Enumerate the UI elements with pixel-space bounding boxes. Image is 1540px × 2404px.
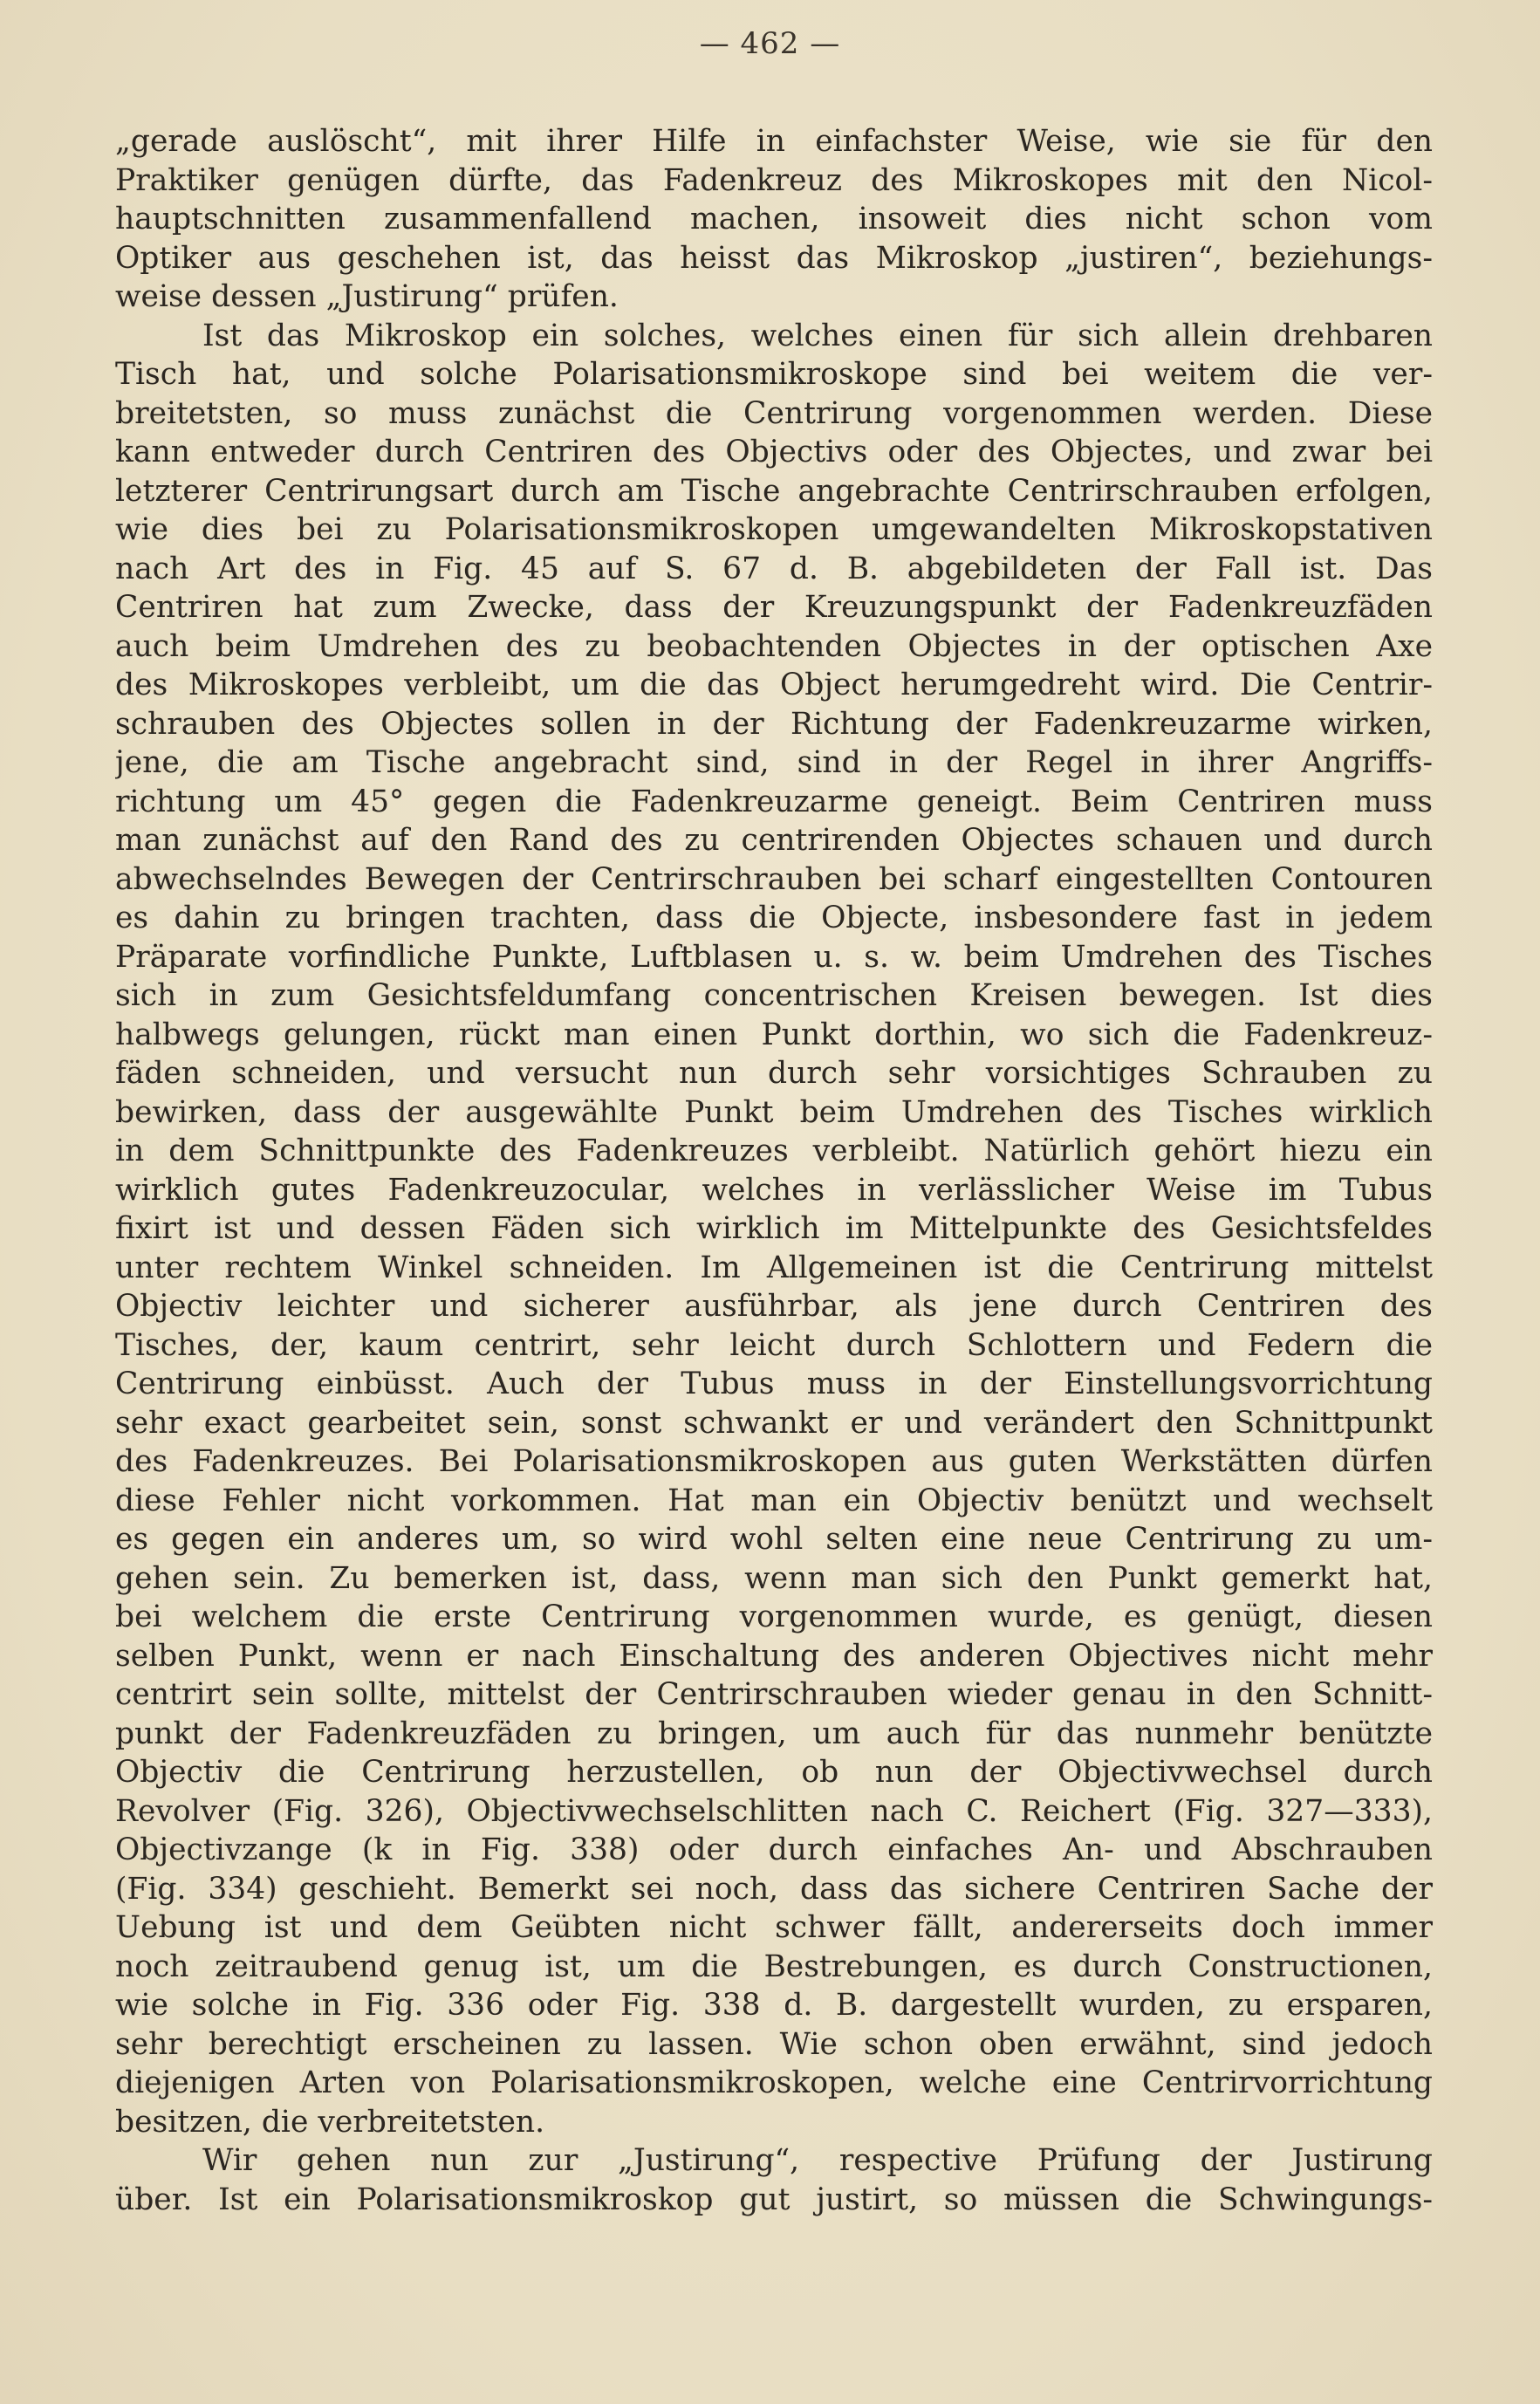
text-line: selben Punkt, wenn er nach Einschaltung des anderen Objectives nicht mehr	[115, 1638, 1433, 1674]
text-line: in dem Schnittpunkte des Fadenkreuzes verbleibt. Natürlich gehört hiezu ein	[115, 1134, 1433, 1168]
text-line: auch beim Umdrehen des zu beobachtenden Objectes in der optischen Axe	[115, 628, 1433, 664]
text-line: sehr exact gearbeitet sein, sonst schwankt er und verändert den Schnittpunkt	[115, 1405, 1433, 1441]
text-line: Präparate vorfindliche Punkte, Luftblasen u. s. w. beim Umdrehen des Tisches	[115, 939, 1433, 975]
text-line: über. Ist ein Polarisationsmikroskop gut justirt, so müssen die Schwingungs-	[115, 2181, 1433, 2217]
text-line: wie dies bei zu Polarisationsmikroskopen umgewandelten Mikroskopstativen	[115, 512, 1433, 547]
text-line: schrauben des Objectes sollen in der Richtung der Fadenkreuzarme wirken,	[115, 706, 1433, 742]
text-line: des Mikroskopes verbleibt, um die das Object herumgedreht wird. Die Centrir-	[115, 668, 1433, 702]
text-line: unter rechtem Winkel schneiden. Im Allgemeinen ist die Centrirung mittelst	[115, 1250, 1433, 1285]
text-line: diese Fehler nicht vorkommen. Hat man ein Objectiv benützt und wechselt	[115, 1483, 1433, 1518]
text-line: Praktiker genügen dürfte, das Fadenkreuz des Mikroskopes mit den Nicol-	[115, 162, 1433, 198]
text-line: halbwegs gelungen, rückt man einen Punkt dorthin, wo sich die Fadenkreuz-	[115, 1017, 1433, 1052]
text-line: Ist das Mikroskop ein solches, welches einen für sich allein drehbaren	[202, 318, 1433, 353]
text-line: hauptschnitten zusammenfallend machen, insoweit dies nicht schon vom	[115, 202, 1433, 236]
text-line: fixirt ist und dessen Fäden sich wirklich im Mittelpunkte des Gesichtsfeldes	[115, 1211, 1433, 1246]
text-line: noch zeitraubend genug ist, um die Bestrebungen, es durch Constructionen,	[115, 1949, 1433, 1984]
text-line: Centrirung einbüsst. Auch der Tubus muss in der Einstellungsvorrichtung	[115, 1366, 1433, 1401]
text-line: sehr berechtigt erscheinen zu lassen. Wie schon oben erwähnt, sind jedoch	[115, 2026, 1433, 2062]
text-line: diejenigen Arten von Polarisationsmikroskopen, welche eine Centrirvorrichtung	[115, 2065, 1433, 2100]
text-line: bewirken, dass der ausgewählte Punkt beim Umdrehen des Tisches wirklich	[115, 1094, 1433, 1130]
text-line: jene, die am Tische angebracht sind, sind in der Regel in ihrer Angriffs-	[115, 745, 1433, 780]
text-line: Objectiv leichter und sicherer ausführbar, als jene durch Centriren des	[115, 1289, 1433, 1324]
text-line: kann entweder durch Centriren des Objectivs oder des Objectes, und zwar bei	[115, 435, 1433, 469]
text-line: letzterer Centrirungsart durch am Tische angebrachte Centrirschrauben erfolgen,	[115, 473, 1433, 509]
text-line: weise dessen „Justirung“ prüfen.	[115, 279, 619, 314]
page-number: — 462 —	[699, 26, 841, 61]
text-line: Tisch hat, und solche Polarisationsmikroskope sind bei weitem die ver-	[115, 357, 1433, 392]
text-line: „gerade auslöscht“, mit ihrer Hilfe in einfachster Weise, wie sie für den	[115, 124, 1433, 159]
body-text	[115, 122, 1433, 2219]
text-line: besitzen, die verbreitetsten.	[115, 2104, 545, 2140]
text-line: des Fadenkreuzes. Bei Polarisationsmikroskopen aus guten Werkstätten dürfen	[115, 1444, 1433, 1479]
text-line: breitetsten, so muss zunächst die Centrirung vorgenommen werden. Diese	[115, 395, 1433, 431]
text-line: es dahin zu bringen trachten, dass die Objecte, insbesondere fast in jedem	[115, 901, 1433, 935]
text-line: wirklich gutes Fadenkreuzocular, welches in verlässlicher Weise im Tubus	[115, 1172, 1433, 1208]
text-line: Centriren hat zum Zwecke, dass der Kreuzungspunkt der Fadenkreuzfäden	[115, 590, 1433, 625]
text-line: abwechselndes Bewegen der Centrirschrauben bei scharf eingestellten Contouren	[115, 861, 1433, 897]
text-line: punkt der Fadenkreuzfäden zu bringen, um auch für das nunmehr benützte	[115, 1716, 1433, 1751]
text-line: Revolver (Fig. 326), Objectivwechselschlitten nach C. Reichert (Fig. 327—333),	[115, 1793, 1433, 1829]
text-line: Tisches, der, kaum centrirt, sehr leicht durch Schlottern und Federn die	[115, 1327, 1433, 1363]
text-line: Objectivzange (k in Fig. 338) oder durch einfaches An- und Abschrauben	[115, 1832, 1433, 1867]
text-line: (Fig. 334) geschieht. Bemerkt sei noch, dass das sichere Centriren Sache der	[115, 1871, 1433, 1907]
text-line: Optiker aus geschehen ist, das heisst das Mikroskop „justiren“, beziehungs-	[115, 240, 1433, 276]
text-line: gehen sein. Zu bemerken ist, dass, wenn man sich den Punkt gemerkt hat,	[115, 1560, 1433, 1596]
text-line: bei welchem die erste Centrirung vorgenommen wurde, es genügt, diesen	[115, 1599, 1433, 1634]
text-line: man zunächst auf den Rand des zu centrirenden Objectes schauen und durch	[115, 823, 1433, 858]
text-line: fäden schneiden, und versucht nun durch sehr vorsichtiges Schrauben zu	[115, 1056, 1433, 1091]
text-line: centrirt sein sollte, mittelst der Centrirschrauben wieder genau in den Schnitt-	[115, 1677, 1433, 1712]
text-line: es gegen ein anderes um, so wird wohl selten eine neue Centrirung zu um-	[115, 1522, 1433, 1557]
text-line: sich in zum Gesichtsfeldumfang concentrischen Kreisen bewegen. Ist dies	[115, 978, 1433, 1013]
text-line: Wir gehen nun zur „Justirung“, respective Prüfung der Justirung	[202, 2143, 1433, 2178]
text-line: Uebung ist und dem Geübten nicht schwer fällt, andererseits doch immer	[115, 1910, 1433, 1945]
text-line: wie solche in Fig. 336 oder Fig. 338 d. B. dargestellt wurden, zu ersparen,	[115, 1988, 1433, 2023]
text-line: nach Art des in Fig. 45 auf S. 67 d. B. abgebildeten der Fall ist. Das	[115, 551, 1433, 586]
text-line: richtung um 45° gegen die Fadenkreuzarme geneigt. Beim Centriren muss	[115, 784, 1433, 819]
text-line: Objectiv die Centrirung herzustellen, ob nun der Objectivwechsel durch	[115, 1755, 1433, 1790]
